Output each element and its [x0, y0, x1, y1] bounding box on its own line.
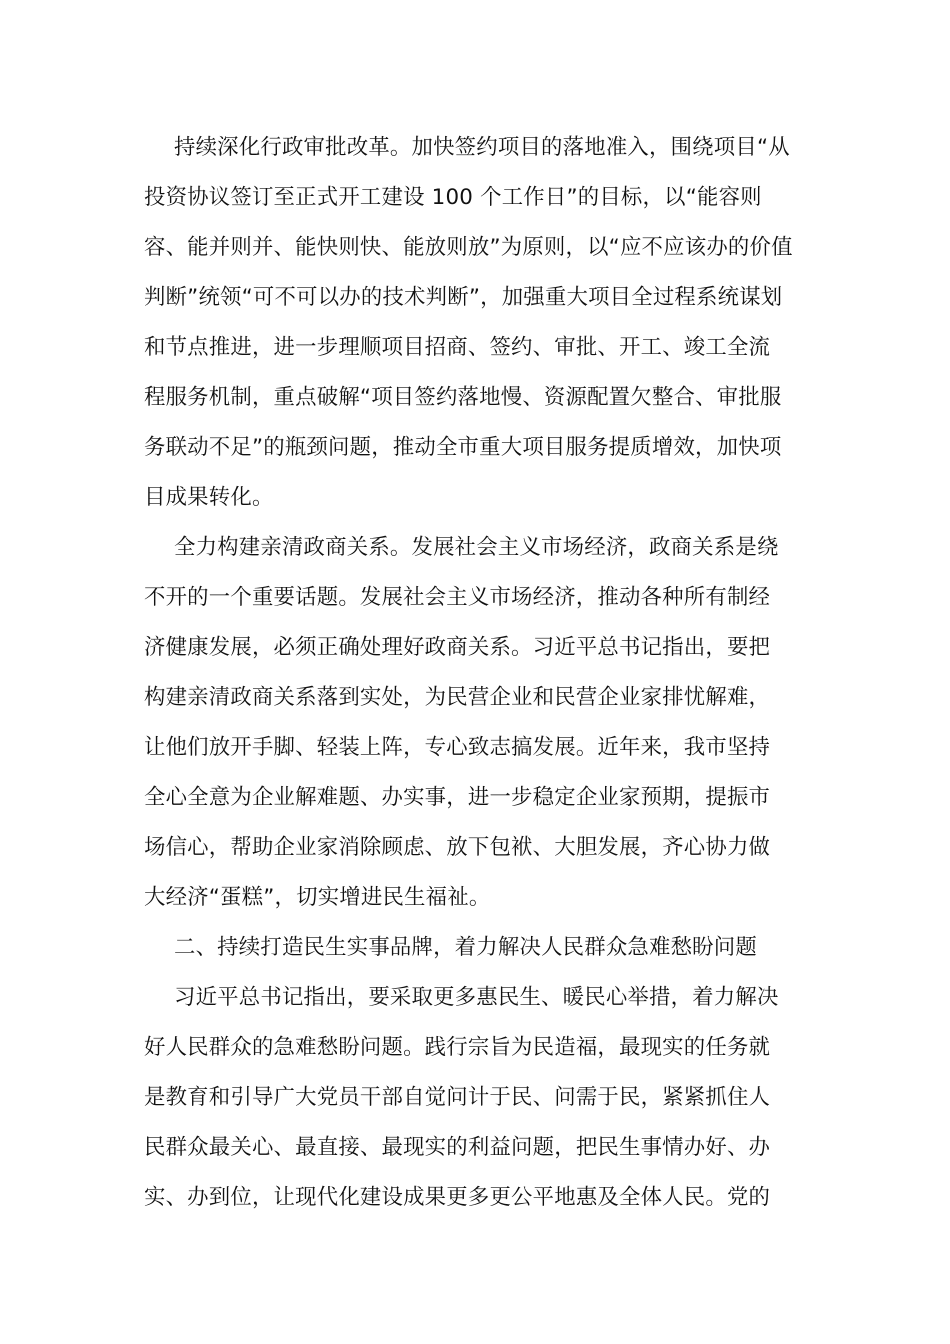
paragraph-line: 投资协议签订至正式开工建设 100 个工作日”的目标，以“能容则 [144, 185, 762, 210]
paragraph-line: 让他们放开手脚、轻装上阵，专心致志搞发展。近年来，我市坚持 [144, 735, 771, 760]
paragraph-line: 全力构建亲清政商关系。发展社会主义市场经济，政商关系是绕 [174, 535, 779, 560]
section-heading: 二、持续打造民生实事品牌，着力解决人民群众急难愁盼问题 [174, 935, 757, 960]
paragraph-line: 和节点推进，进一步理顺项目招商、签约、审批、开工、竣工全流 [144, 335, 771, 360]
paragraph-line: 全心全意为企业解难题、办实事，进一步稳定企业家预期，提振市 [144, 785, 771, 810]
paragraph-line: 不开的一个重要话题。发展社会主义市场经济，推动各种所有制经 [144, 585, 771, 610]
paragraph-line: 是教育和引导广大党员干部自觉问计于民、问需于民，紧紧抓住人 [144, 1085, 771, 1110]
paragraph-line: 大经济“蛋糕”，切实增进民生福祉。 [144, 885, 491, 910]
paragraph-line: 容、能并则并、能快则快、能放则放”为原则，以“应不应该办的价值 [144, 235, 793, 260]
paragraph-line: 程服务机制，重点破解“项目签约落地慢、资源配置欠整合、审批服 [144, 385, 782, 410]
paragraph-line: 判断”统领“可不可以办的技术判断”，加强重大项目全过程系统谋划 [144, 285, 783, 310]
paragraph-line: 习近平总书记指出，要采取更多惠民生、暖民心举措，着力解决 [174, 985, 779, 1010]
paragraph-line: 务联动不足”的瓶颈问题，推动全市重大项目服务提质增效，加快项 [144, 435, 782, 460]
paragraph-line: 目成果转化。 [144, 485, 274, 510]
paragraph-line: 持续深化行政审批改革。加快签约项目的落地准入，围绕项目“从 [174, 135, 790, 160]
paragraph-line: 构建亲清政商关系落到实处，为民营企业和民营企业家排忧解难， [144, 685, 771, 710]
paragraph-line: 民群众最关心、最直接、最现实的利益问题，把民生事情办好、办 [144, 1135, 771, 1160]
paragraph-line: 实、办到位，让现代化建设成果更多更公平地惠及全体人民。党的 [144, 1185, 771, 1210]
paragraph-line: 济健康发展，必须正确处理好政商关系。习近平总书记指出，要把 [144, 635, 771, 660]
paragraph-line: 场信心，帮助企业家消除顾虑、放下包袱、大胆发展，齐心协力做 [144, 835, 771, 860]
paragraph-line: 好人民群众的急难愁盼问题。践行宗旨为民造福，最现实的任务就 [144, 1035, 771, 1060]
